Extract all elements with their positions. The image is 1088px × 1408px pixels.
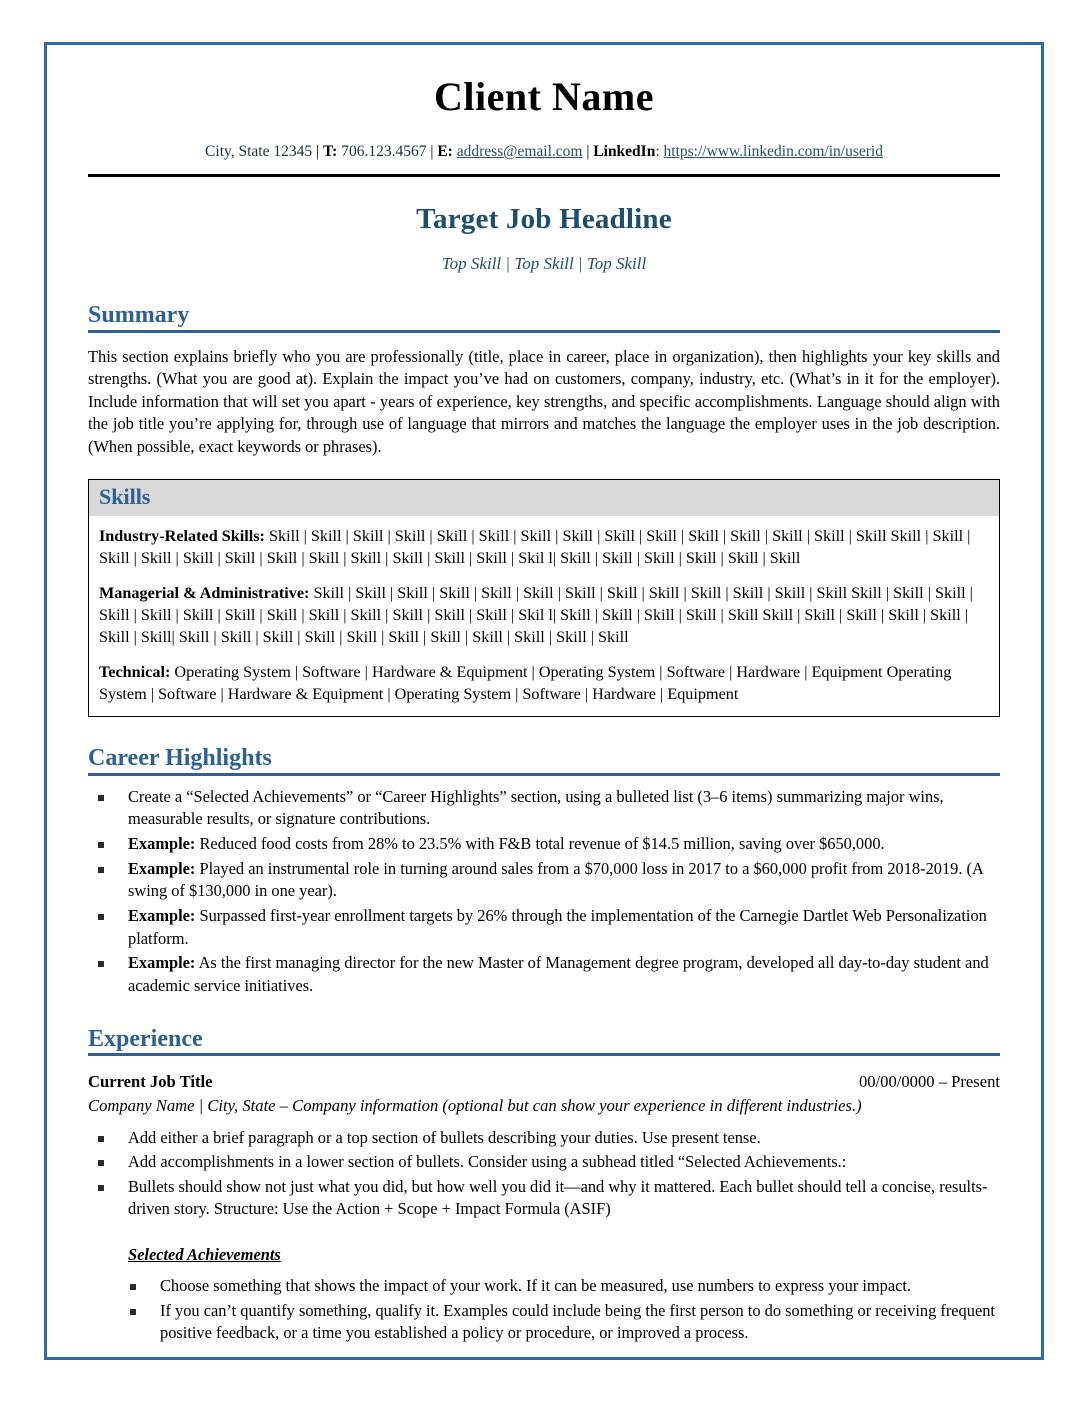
- skill-row: [99, 525, 989, 570]
- bullet-text: Create a “Selected Achievements” or “Career Highlights” section, using a bulleted list (3–6 items) summarizing major wins, measurable results, or signature contributions.: [128, 786, 944, 829]
- contact-line: [88, 142, 1000, 162]
- job-header-row: [88, 1072, 1000, 1092]
- list-item: Bullets should show not just what you did, but how well you did it—and why it mattered. Each bullet should tell a concise, results-driven story. Structure: Use the Action + Scope + Impact Formula (ASIF): [88, 1176, 1000, 1221]
- section-heading-experience: Experience: [88, 1026, 1000, 1056]
- job-dates: 00/00/0000 – Present: [858, 1071, 1000, 1091]
- skills-body: [89, 516, 999, 717]
- linkedin-label: LinkedIn: [593, 143, 656, 160]
- list-item: Add either a brief paragraph or a top section of bullets describing your duties. Use present tense.: [88, 1127, 1000, 1150]
- list-item: [88, 952, 1000, 997]
- bullet-bold-lead: Example:: [128, 906, 196, 926]
- target-job-headline: Target Job Headline: [416, 203, 672, 236]
- section-heading-career-highlights: Career Highlights: [88, 745, 1000, 775]
- contact-separator-1: |: [315, 143, 320, 160]
- contact-separator-2: |: [430, 143, 434, 160]
- contact-separator-3: |: [586, 143, 590, 160]
- email-link[interactable]: address@email.com: [456, 143, 583, 160]
- selected-achievements-subhead: Selected Achievements: [128, 1245, 281, 1265]
- bullet-text: Played an instrumental role in turning around sales from a $70,000 loss in 2017 to a $60,000 profit from 2018-2019. (A swing of $130,000 in one year).: [128, 858, 983, 901]
- resume-content: [88, 60, 1000, 1347]
- skill-category-label: Industry-Related Skills:: [99, 526, 265, 545]
- list-item: Add accomplishments in a lower section of bullets. Consider using a subhead titled “Selected Achievements.:: [88, 1151, 1000, 1174]
- career-highlights-list: [88, 786, 1000, 998]
- contact-location: City, State 12345: [205, 143, 313, 160]
- skill-category-label: Technical:: [99, 662, 171, 681]
- section-heading-summary: Summary: [88, 302, 1000, 332]
- experience-duties-list: [88, 1127, 1000, 1222]
- skill-row: [99, 661, 989, 706]
- page-title: Client Name: [434, 74, 654, 119]
- list-item: [88, 858, 1000, 903]
- bullet-text: Surpassed first-year enrollment targets by 26% through the implementation of the Carnegie Dartlet Web Personalization platform.: [128, 906, 987, 948]
- bullet-text: Reduced food costs from 28% to 23.5% with F&B total revenue of $14.5 million, saving over $650,000.: [195, 834, 885, 854]
- header-divider: [88, 174, 1000, 177]
- skill-category-values: Operating System | Software | Hardware & Equipment | Operating System | Software | Hardware | Equipment Operating System | Software | Hardware & Equipment | Operating System | Software | Hardware | Equipment: [99, 662, 952, 704]
- skills-box: [88, 479, 1000, 718]
- selected-achievements-list: [88, 1275, 1000, 1345]
- job-title: Current Job Title: [88, 1071, 213, 1091]
- summary-paragraph: This section explains briefly who you are professionally (title, place in career, place in organization), then highlights your key skills and strengths. (What you are good at). Explain the impact you’ve had on customers, company, industry, etc. (What’s in it for the employer). Include information that will set you apart - years of experience, key strengths, and specific accomplishments. Language should align with the job title you’re applying for, through use of language that mirrors and matches the language the employer uses in the job description. (When possible, exact keywords or phrases).: [88, 346, 1000, 457]
- email-label: E:: [437, 143, 453, 160]
- contact-phone: 706.123.4567: [341, 143, 427, 160]
- list-item: [88, 833, 1000, 856]
- linkedin-colon: :: [655, 143, 660, 160]
- list-item: Choose something that shows the impact of your work. If it can be measured, use numbers to express your impact.: [88, 1275, 1000, 1298]
- bullet-bold-lead: Example:: [128, 953, 196, 973]
- phone-label: T:: [322, 143, 338, 160]
- skill-category-label: Managerial & Administrative:: [99, 583, 310, 602]
- list-item: [88, 905, 1000, 950]
- bullet-bold-lead: Example:: [128, 834, 196, 854]
- bullet-text: As the first managing director for the new Master of Management degree program, developed all day-to-day student and academic service initiatives.: [128, 953, 989, 995]
- company-line: Company Name | City, State – Company information (optional but can show your experience in different industries.): [88, 1095, 862, 1115]
- list-item: If you can’t quantify something, qualify it. Examples could include being the first person to do something or receiving frequent positive feedback, or a time you established a policy or procedure, or improved a process.: [88, 1300, 1000, 1345]
- section-heading-skills: Skills: [89, 480, 999, 516]
- skill-category-values: Skill | Skill | Skill | Skill | Skill | Skill | Skill | Skill | Skill | Skill | Skill | Skill | Skill Skill | Skill | Skill | Skill | Skill | Skill | Skill | Skill | Skill | Skill | Skill | Skill | Skill | Skil l| Skill | Skill | Skill | Skill | Skill Skill | Skill | Skill | Skill | Skill | Skill | Skill| Skill | Skill | Skill | Skill | Skill | Skill | Skill | Skill | Skill | Skill | Skill: [99, 583, 973, 647]
- linkedin-link[interactable]: https://www.linkedin.com/in/userid: [663, 143, 883, 160]
- top-skills-line: Top Skill | Top Skill | Top Skill: [441, 254, 647, 274]
- skill-row: [99, 582, 989, 649]
- skill-category-values: Skill | Skill | Skill | Skill | Skill | Skill | Skill | Skill | Skill | Skill | Skill | Skill | Skill | Skill | Skill Skill | Skill | Skill | Skill | Skill | Skill | Skill | Skill | Skill | Skill | Skill | Skill | Skil l| Skill | Skill | Skill | Skill | Skill | Skill: [99, 526, 971, 568]
- bullet-bold-lead: Example:: [128, 858, 196, 878]
- list-item: [88, 786, 1000, 831]
